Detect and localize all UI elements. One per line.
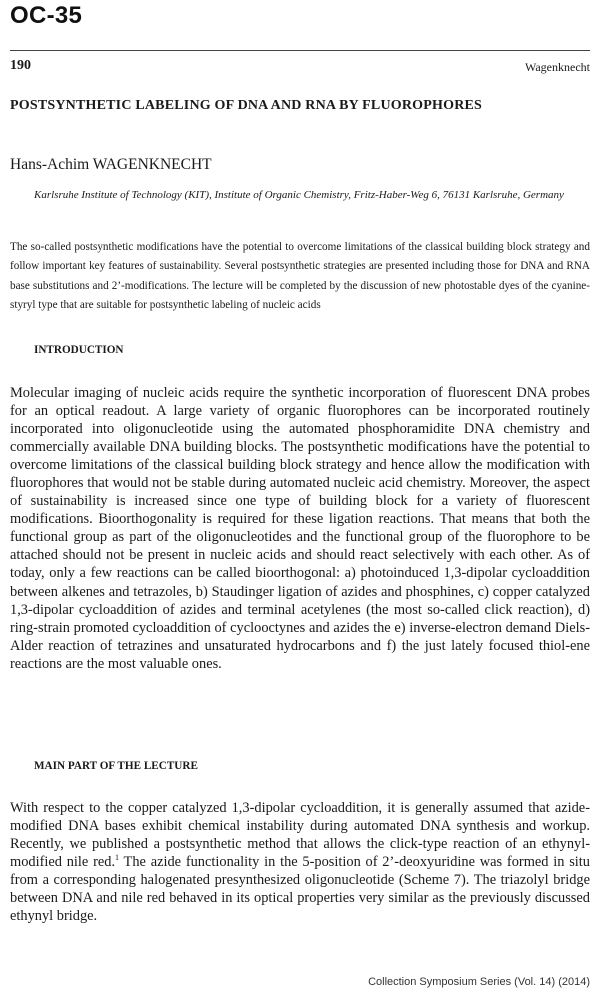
main-text-end: The azide functionality in the 5-position of 2’-deoxyuridine was formed in situ from a corresponding halogenated presynthesized oligonucleotide (Scheme 7). The triazolyl bridge between DNA and nile red behaved in its optical properties very similar as the previously discussed ethynyl bridge. bbox=[10, 854, 590, 925]
main-text-start: With respect to the copper catalyzed 1,3-dipolar cycloaddition, it is generally assumed that azide-modified DNA bases exhibit chemical instability during automated DNA synthesis and workup. Recently, we published a postsynthetic method that allows the click-type reaction of an ethynyl-modified nile red. bbox=[10, 800, 590, 871]
footer-series: Collection Symposium Series (Vol. 14) (2014) bbox=[368, 976, 590, 988]
page-number: 190 bbox=[10, 58, 31, 73]
introduction-paragraph: Molecular imaging of nucleic acids require the synthetic incorporation of fluorescent DNA probes for an optical readout. A large variety of organic fluorophores can be incorporated routinely incorporated into oligonucleotide using the automated phosphoramidite DNA chemistry and commercially available DNA building blocks. The postsynthetic modifications have the potential to overcome limitations of the classical building block strategy and hence allow the modification with fluorophores that would not be stable during automated nucleic acid chemistry. Moreover, the aspect of sustainability is increased since one type of building block for a variety of fluorescent modifications. Bioorthogonality is required for these ligation reactions. That means that both the functional group as part of the oligonucleotides and the functional group of the fluorophore to be attached should not be present in nucleic acids and should react selectively with each other. As of today, only a few reactions can be called bioorthogonal: a) photoinduced 1,3-dipolar cycloaddition between alkenes and tetrazoles, b) Staudinger ligation of azides and phosphines, c) copper catalyzed 1,3-dipolar cycloaddition of azides and terminal acetylenes (the most so-called click reaction), d) ring-strain promoted cycloaddition of cyclooctynes and azides the e) inverse-electron demand Diels-Alder reaction of tetrazines and unsaturated hydrocarbons and f) the just lately focused thiol-ene reactions are the most valuable ones. bbox=[10, 385, 590, 672]
session-code: OC-35 bbox=[10, 2, 83, 29]
running-head: Wagenknecht bbox=[524, 60, 590, 74]
main-part-paragraph bbox=[10, 799, 590, 925]
author-name: Hans-Achim WAGENKNECHT bbox=[10, 156, 212, 173]
abstract: The so-called postsynthetic modifications have the potential to overcome limitations of the classical building block strategy and follow important key features of sustainability. Several postsynthetic strategies are presented including those for DNA and RNA base substitutions and 2’-modifications. The lecture will be completed by the discussion of new photostable dyes of the cyanine-styryl type that are suitable for postsynthetic labeling of nucleic acids bbox=[10, 241, 590, 312]
introduction-heading: INTRODUCTION bbox=[34, 344, 124, 356]
header-divider bbox=[10, 50, 590, 51]
author-affiliation: Karlsruhe Institute of Technology (KIT), Institute of Organic Chemistry, Fritz-Haber-Weg 6, 76131 Karlsruhe, Germany bbox=[34, 189, 564, 201]
main-part-heading: MAIN PART OF THE LECTURE bbox=[34, 760, 198, 772]
article-title: POSTSYNTHETIC LABELING OF DNA AND RNA BY FLUOROPHORES bbox=[10, 98, 483, 113]
reference-marker: 1 bbox=[115, 853, 120, 863]
